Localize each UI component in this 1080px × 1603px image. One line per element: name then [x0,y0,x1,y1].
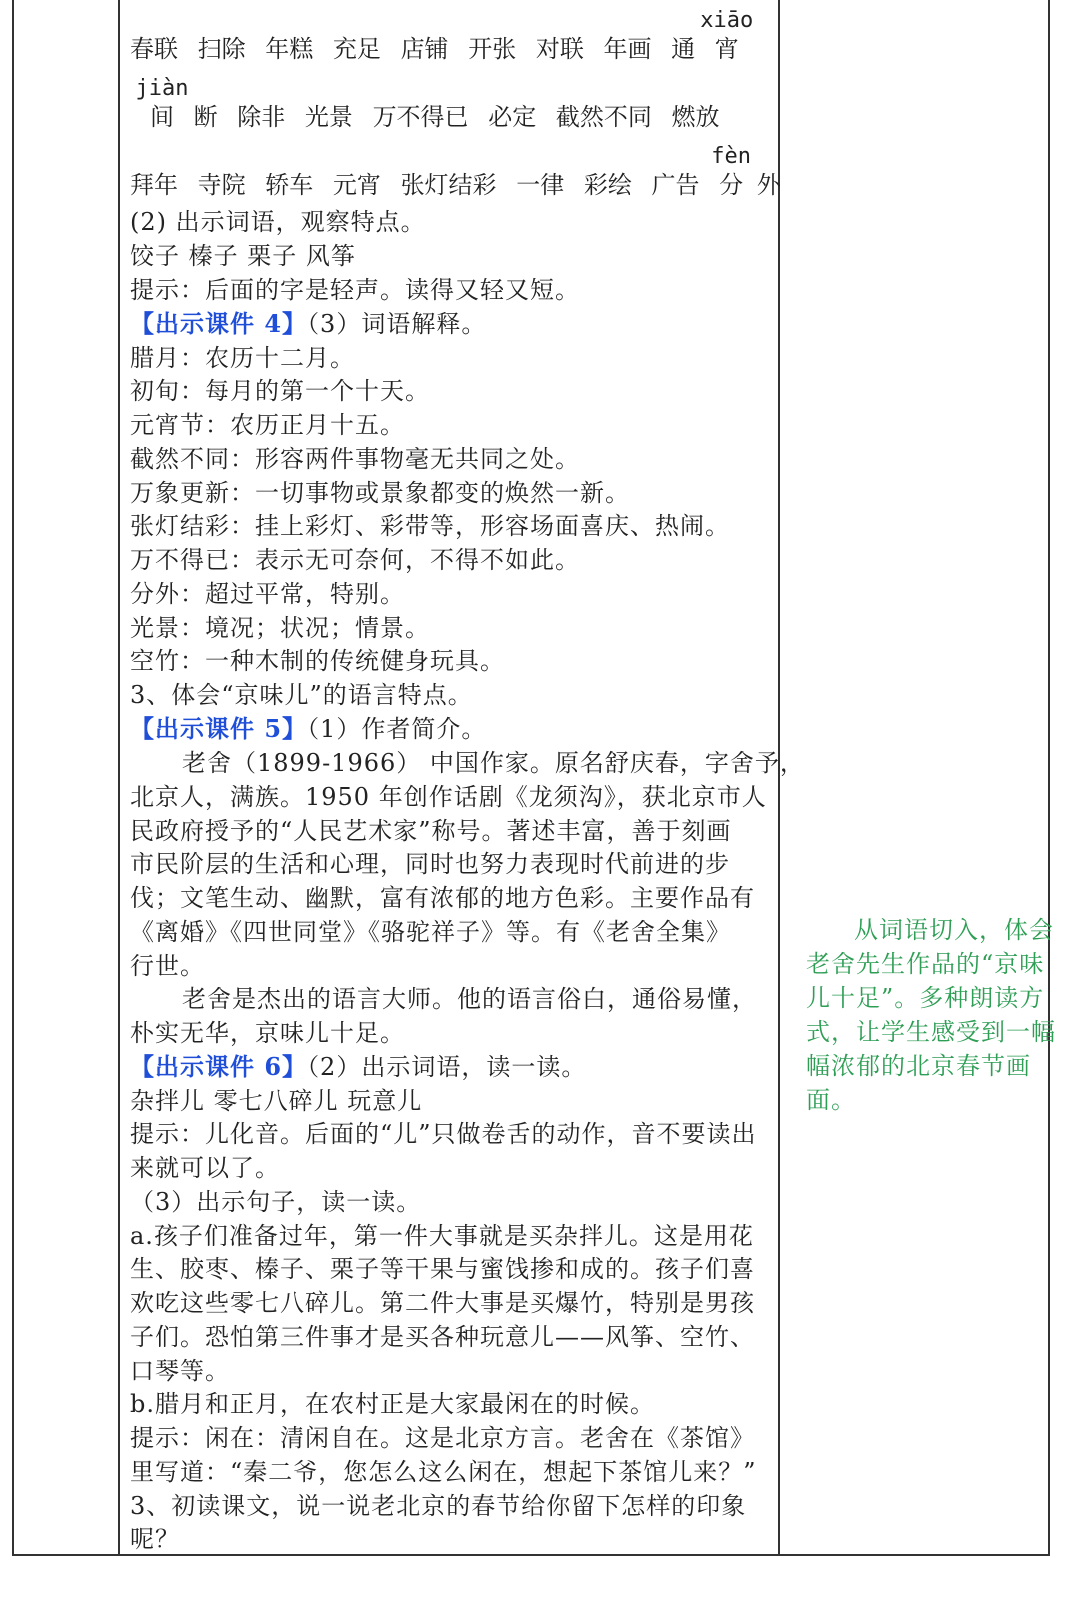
content-line: 行世。 [130,952,205,980]
column-divider-right [778,0,780,1556]
note-line: 从词语切入，体会 [854,916,1054,944]
content-line: 提示：闲在：清闲自在。这是北京方言。老舍在《茶馆》 [130,1424,755,1452]
vocab-word: 一律 [516,171,565,199]
content-line: 北京人，满族。1950 年创作话剧《龙须沟》，获北京市人 [130,783,767,811]
content-line: 光景：境况；状况；情景。 [130,614,430,642]
content-line: 来就可以了。 [130,1154,280,1182]
vocab-word: 轿车 [265,171,314,199]
vocab-word: 充足 [332,35,381,63]
note-line: 面。 [806,1086,856,1114]
vocab-word: 广告 [651,171,700,199]
vocab-word: 年糕 [265,35,314,63]
vocab-word: 寺院 [197,171,246,199]
content-line: (2) 出示词语，观察特点。 [130,208,426,236]
content-line: 饺子 榛子 栗子 风筝 [130,242,356,270]
content-line: 民政府授予的“人民艺术家”称号。著述丰富，善于刻画 [130,817,732,845]
content-line: 欢吃这些零七八碎儿。第二件大事是买爆竹，特别是男孩 [130,1289,755,1317]
content-line: 元宵节：农历正月十五。 [130,411,405,439]
content-line: 老舍（1899-1966） 中国作家。原名舒庆春，字舍予， [182,749,805,777]
vocab-word: 万不得已 [372,103,469,131]
vocab-row-1 [130,8,754,63]
vocab-word: 元宵 [332,171,381,199]
content-line: 万象更新：一切事物或景象都变的焕然一新。 [130,479,630,507]
content-line: 初旬：每月的第一个十天。 [130,377,430,405]
courseware-tag: 【出示课件 6】 [130,1052,308,1081]
note-line: 幅浓郁的北京春节画 [806,1052,1031,1080]
note-line: 老舍先生作品的“京味 [806,950,1045,978]
vocab-char: 分 [719,171,744,199]
content-line: b.腊月和正月，在农村正是大家最闲在的时候。 [130,1390,655,1418]
vocab-word: 光景 [304,103,353,131]
line-text: （2）出示词语，读一读。 [307,1053,587,1081]
content-line: 杂拌儿 零七八碎儿 玩意儿 [130,1087,423,1115]
line-text: （1）作者简介。 [307,715,487,743]
table-bottom-border [12,1554,1050,1556]
content-line: 截然不同：形容两件事物毫无共同之处。 [130,445,580,473]
table-left-border [12,0,14,1556]
vocab-word: 除非 [237,103,286,131]
vocab-word: 燃放 [671,103,720,131]
content-line: 呢？ [130,1525,180,1553]
vocab-word: 开张 [468,35,517,63]
design-intent-note [806,913,1056,1117]
content-line: 空竹：一种木制的传统健身玩具。 [130,647,505,675]
content-line [130,716,486,742]
vocab-word: 张灯结彩 [400,171,497,199]
vocab-word: 扫除 [197,35,246,63]
content-line: 老舍是杰出的语言大师。他的语言俗白，通俗易懂， [182,985,757,1013]
vocab-word: 对联 [535,35,584,63]
line-text: （3）词语解释。 [307,310,487,338]
vocab-word: 必定 [488,103,537,131]
vocab-word: 外 [756,171,781,199]
content-line: 分外：超过平常，特别。 [130,580,405,608]
note-line: 儿十足”。多种朗读方 [806,984,1045,1012]
vocab-word-with-pinyin [700,8,754,63]
content-line: 生、胶枣、榛子、栗子等干果与蜜饯掺和成的。孩子们喜 [130,1255,755,1283]
courseware-tag: 【出示课件 4】 [130,309,308,338]
note-line: 式，让学生感受到一幅 [806,1018,1056,1046]
content-line: 《离婚》《四世同堂》《骆驼祥子》等。有《老舍全集》 [130,918,731,946]
vocab-row-3 [130,144,781,199]
content-line: 市民阶层的生活和心理，同时也努力表现时代前进的步 [130,850,730,878]
content-line: 张灯结彩：挂上彩灯、彩带等，形容场面喜庆、热闹。 [130,512,730,540]
table-right-border [1048,0,1050,1556]
vocab-char: 间 [150,103,174,131]
content-line: 提示：儿化音。后面的“儿”只做卷舌的动作，音不要读出 [130,1120,757,1148]
content-line: 万不得已：表示无可奈何，不得不如此。 [130,546,580,574]
content-line: 口琴等。 [130,1357,230,1385]
content-line: 子们。恐怕第三件事才是买各种玩意儿——风筝、空竹、 [130,1323,755,1351]
content-line: 伐；文笔生动、幽默，富有浓郁的地方色彩。主要作品有 [130,884,755,912]
vocab-word: 店铺 [400,35,449,63]
vocab-word: 拜年 [130,171,178,199]
vocab-word: 断 [193,103,218,131]
pinyin-annotation: fèn [711,144,751,169]
vocab-word-with-pinyin [135,76,189,131]
content-line: （3）出示句子，读一读。 [130,1188,422,1216]
column-divider-left [118,0,120,1556]
content-line: a.孩子们准备过年，第一件大事就是买杂拌儿。这是用花 [130,1222,754,1250]
vocab-char: 宵 [714,35,739,63]
courseware-tag: 【出示课件 5】 [130,714,308,743]
content-line: 3、初读课文，说一说老北京的春节给你留下怎样的印象 [130,1492,747,1520]
content-line: 朴实无华，京味儿十足。 [130,1019,405,1047]
vocab-word: 通 [671,35,696,63]
vocab-word: 截然不同 [555,103,652,131]
content-line: 腊月：农历十二月。 [130,344,355,372]
vocab-word: 彩绘 [583,171,632,199]
vocab-row-2 [135,76,731,131]
vocab-word-with-pinyin [711,144,751,199]
pinyin-annotation: jiàn [135,76,189,101]
content-line: 里写道：“秦二爷，您怎么这么闲在，想起下茶馆儿来？” [130,1458,757,1486]
content-line: 提示：后面的字是轻声。读得又轻又短。 [130,276,580,304]
content-line: 3、体会“京味儿”的语言特点。 [130,681,473,709]
content-line [130,1054,586,1080]
vocab-word: 春联 [130,35,178,63]
pinyin-annotation: xiāo [700,8,754,33]
content-line [130,311,486,337]
vocab-word: 年画 [603,35,652,63]
